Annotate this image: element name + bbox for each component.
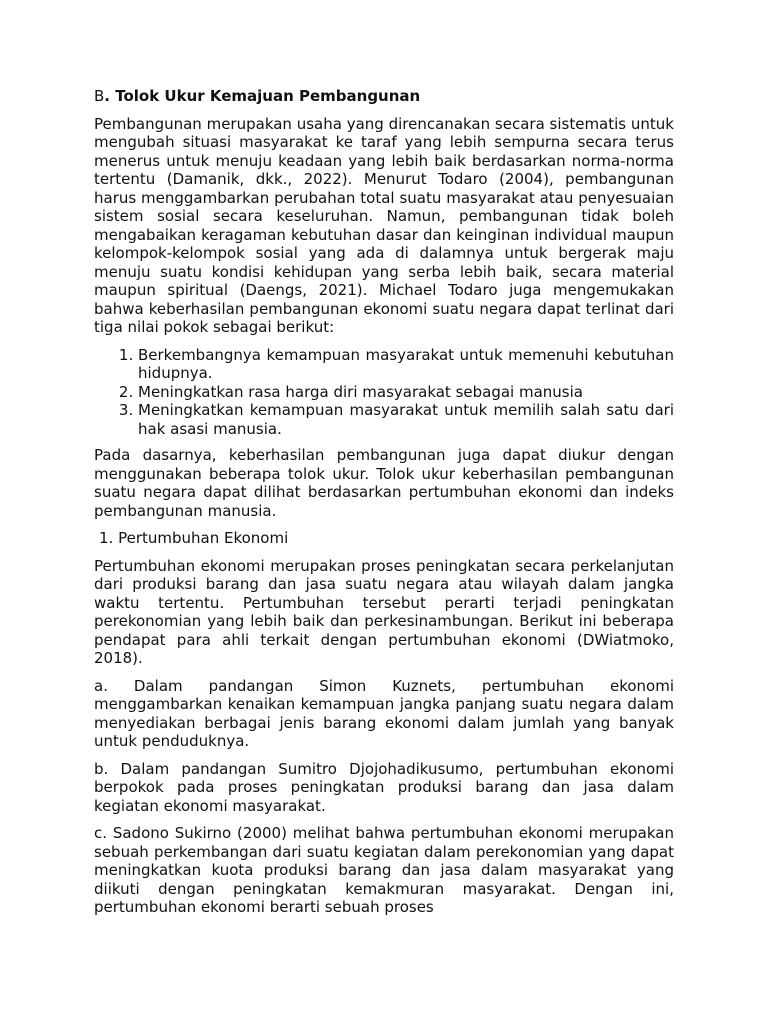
section-letter: B xyxy=(94,87,105,105)
section-title: . Tolok Ukur Kemajuan Pembangunan xyxy=(104,87,421,105)
basics-paragraph: Pada dasarnya, keberhasilan pembangunan juga dapat diukur dengan menggunakan beberapa tolok ukur. Tolok ukur keberhasilan pembangunan suatu negara dapat dilihat berdasarkan pertumbuhan ekonomi dan indeks pembangunan manusia. xyxy=(94,446,674,520)
subsection-heading: 1. Pertumbuhan Ekonomi xyxy=(99,529,289,547)
sukirno-paragraph: c. Sadono Sukirno (2000) melihat bahwa pertumbuhan ekonomi merupakan sebuah perkembangan dari suatu kegiatan dalam perekonomian yang dapat meningkatkan kuota produksi barang dan jasa dalam masyarakat yang diikuti dengan peningkatan kemakmuran masyarakat. Dengan ini, pertumbuhan ekonomi berarti sebuah proses xyxy=(94,824,674,916)
todaro-values-list xyxy=(94,346,674,439)
list-item: 2. Meningkatkan rasa harga diri masyarakat sebagai manusia xyxy=(138,383,674,402)
sumitro-paragraph: b. Dalam pandangan Sumitro Djojohadikusumo, pertumbuhan ekonomi berpokok pada proses peningkatan produksi barang dan jasa dalam kegiatan ekonomi masyarakat. xyxy=(94,759,674,815)
document-page xyxy=(94,82,674,926)
section-heading xyxy=(94,87,674,106)
list-item: 3. Meningkatkan kemampuan masyarakat untuk memilih salah satu dari hak asasi manusia. xyxy=(138,401,674,438)
list-item: 1. Berkembangnya kemampuan masyarakat untuk memenuhi kebutuhan hidupnya. xyxy=(138,346,674,383)
intro-paragraph: Pembangunan merupakan usaha yang direncanakan secara sistematis untuk mengubah situasi masyarakat ke taraf yang lebih sempurna secara terus menerus untuk menuju keadaan yang lebih baik berdasarkan norma-norma tertentu (Damanik, dkk., 2022). Menurut Todaro (2004), pembangunan harus menggambarkan perubahan total suatu masyarakat atau penyesuaian sistem sosial secara keseluruhan. Namun, pembangunan tidak boleh mengabaikan keragaman kebutuhan dasar dan keinginan individual maupun kelompok-kelompok sosial yang ada di dalamnya untuk bergerak maju menuju suatu kondisi kehidupan yang serba lebih baik, secara material maupun spiritual (Daengs, 2021). Michael Todaro juga mengemukakan bahwa keberhasilan pembangunan ekonomi suatu negara dapat terlinat dari tiga nilai pokok sebagai berikut: xyxy=(94,114,674,336)
kuznets-paragraph: a. Dalam pandangan Simon Kuznets, pertumbuhan ekonomi menggambarkan kenaikan kemampuan jangka panjang suatu negara dalam menyediakan berbagai jenis barang ekonomi dalam jumlah yang banyak untuk penduduknya. xyxy=(94,676,674,750)
growth-paragraph: Pertumbuhan ekonomi merupakan proses peningkatan secara perkelanjutan dari produksi barang dan jasa suatu negara atau wilayah dalam jangka waktu tertentu. Pertumbuhan tersebut perarti terjadi peningkatan perekonomian yang lebih baik dan perkesinambungan. Berikut ini beberapa pendapat para ahli terkait dengan pertumbuhan ekonomi (DWiatmoko, 2018). xyxy=(94,556,674,667)
